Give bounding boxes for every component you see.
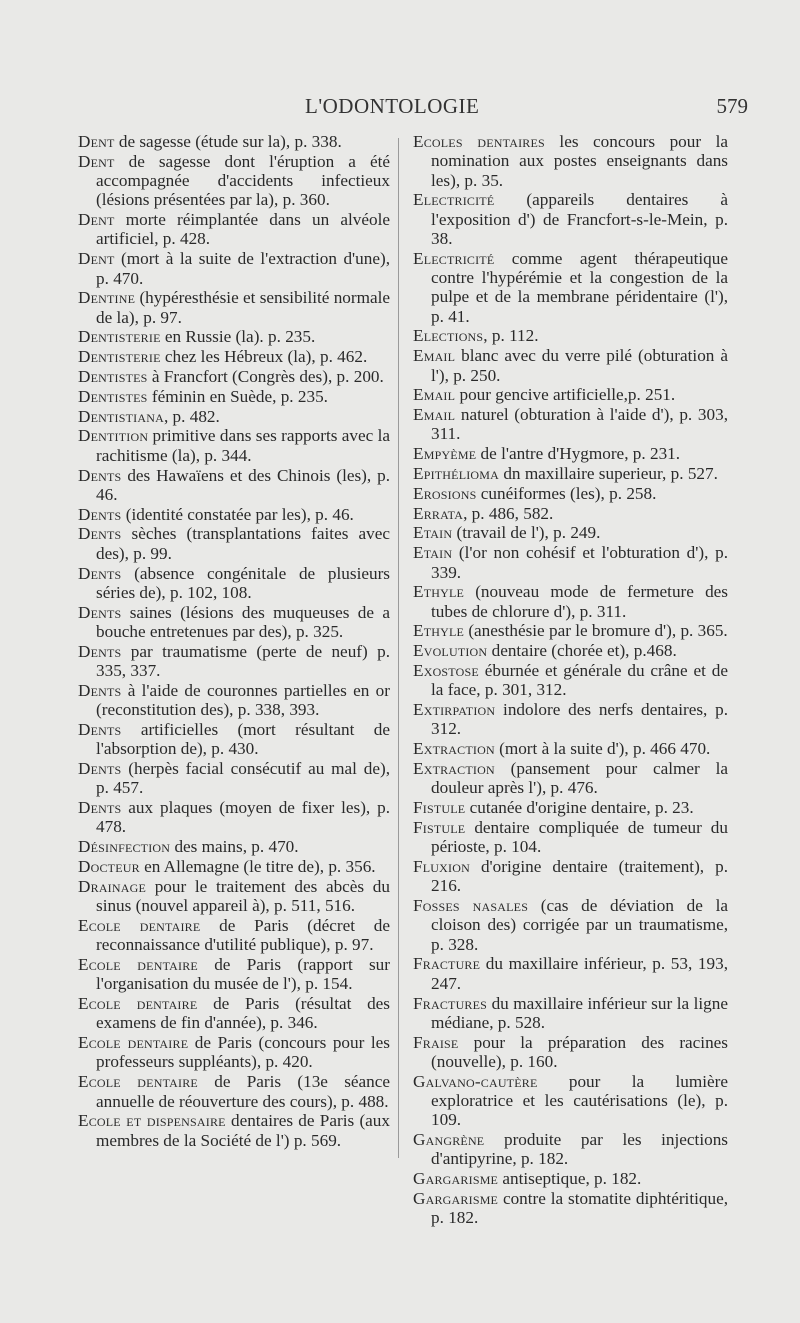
index-entry-text: chez les Hébreux (la), p. 462. bbox=[160, 347, 368, 367]
index-entry bbox=[78, 407, 390, 426]
index-entry-text: indolore des nerfs dentaires, p. 312. bbox=[431, 700, 728, 739]
index-entry-heading: Dents bbox=[78, 504, 122, 524]
index-entry-heading: Dent bbox=[78, 132, 115, 151]
index-entry-text: (anesthésie par le bromure d'), p. 365. bbox=[464, 621, 728, 641]
index-entry-heading: Dents bbox=[78, 602, 122, 622]
index-entry bbox=[413, 405, 728, 444]
index-entry-text: primitive dans ses rapports avec la rachitisme (la), p. 344. bbox=[96, 426, 390, 465]
index-entry bbox=[413, 444, 728, 463]
index-entry bbox=[413, 954, 728, 993]
index-entry bbox=[78, 916, 390, 955]
index-entry-heading: Fosses nasales bbox=[413, 896, 529, 916]
index-entry-heading: Ecole dentaire bbox=[78, 1072, 198, 1092]
index-entry bbox=[413, 818, 728, 857]
index-entry-text: de Paris (décret de reconnaissance d'utilité publique), p. 97. bbox=[96, 915, 390, 955]
index-entry bbox=[78, 994, 390, 1033]
index-entry bbox=[78, 327, 390, 346]
index-entry-text: , p. 112. bbox=[483, 326, 539, 346]
index-entry-heading: Electricité bbox=[413, 190, 495, 210]
index-entry-heading: Dentisterie bbox=[78, 327, 161, 347]
index-entry-heading: Email bbox=[413, 346, 456, 366]
index-entry-text: (l'or non cohésif et l'obturation d'), p. 339. bbox=[431, 543, 728, 582]
index-entry-text: du maxillaire inférieur, p. 53, 193, 247. bbox=[431, 954, 728, 993]
index-entry-heading: Evolution bbox=[413, 641, 488, 661]
index-entry-text: (mort à la suite de l'extraction d'une), p. 470. bbox=[96, 249, 390, 288]
index-entry bbox=[78, 347, 390, 366]
index-entry bbox=[413, 621, 728, 640]
index-entry-text: , p. 486, 582. bbox=[463, 503, 554, 523]
index-entry bbox=[413, 1033, 728, 1072]
index-entry-heading: Dentisterie bbox=[78, 347, 161, 367]
index-entry-heading: Dent bbox=[78, 151, 115, 171]
index-entry bbox=[78, 466, 390, 505]
index-entry bbox=[413, 326, 728, 345]
index-entry bbox=[413, 739, 728, 758]
index-entry-text: en Allemagne (le titre de), p. 356. bbox=[139, 856, 376, 876]
index-entry-heading: Fistule bbox=[413, 798, 466, 818]
index-entry-text: dn maxillaire superieur, p. 527. bbox=[499, 464, 718, 484]
index-entry bbox=[413, 857, 728, 896]
index-entry-text: (mort à la suite d'), p. 466 470. bbox=[494, 739, 711, 759]
index-entry bbox=[413, 641, 728, 660]
index-entry bbox=[78, 1033, 390, 1072]
index-entry-text: cutanée d'origine dentaire, p. 23. bbox=[465, 798, 694, 818]
index-entry bbox=[78, 505, 390, 524]
index-entry-text: pour la lumière exploratrice et les cautérisations (le), p. 109. bbox=[431, 1071, 728, 1130]
index-entry-heading: Gargarisme bbox=[413, 1189, 499, 1209]
index-entry bbox=[78, 603, 390, 642]
index-entry-text: de Paris (concours pour les professeurs suppléants), p. 420. bbox=[96, 1033, 390, 1072]
index-entry-text: d'origine dentaire (traitement), p. 216. bbox=[431, 856, 728, 896]
index-entry bbox=[78, 759, 390, 798]
index-entry-text: , p. 482. bbox=[163, 406, 220, 426]
index-entry bbox=[413, 798, 728, 817]
index-entry-text: par traumatisme (perte de neuf) p. 335, 337. bbox=[96, 641, 390, 681]
index-entry-heading: Exostose bbox=[413, 661, 479, 681]
index-entry-text: (travail de l'), p. 249. bbox=[452, 523, 601, 543]
index-entry-heading: Docteur bbox=[78, 856, 140, 876]
index-entry-text: produite par les injections d'antipyrine, p. 182. bbox=[431, 1130, 728, 1169]
index-entry-text: des mains, p. 470. bbox=[170, 837, 299, 857]
index-entry bbox=[78, 798, 390, 837]
index-entry-text: pour gencive artificielle,p. 251. bbox=[455, 385, 676, 405]
index-entry-heading: Fistule bbox=[413, 817, 466, 837]
index-entry-text: (hypéresthésie et sensibilité normale de la), p. 97. bbox=[96, 288, 391, 327]
index-entry-text: (cas de déviation de la cloison des) corrigée par un traumatisme, p. 328. bbox=[431, 896, 728, 954]
index-entry-text: les concours pour la nomination aux postes enseignants dans les), p. 35. bbox=[431, 132, 729, 190]
index-entry-heading: Ethyle bbox=[413, 582, 465, 602]
index-entry-text: (identité constatée par les), p. 46. bbox=[121, 504, 354, 524]
index-entry-text: (appareils dentaires à l'exposition d') de Francfort-s-le-Mein, p. 38. bbox=[431, 190, 728, 248]
index-entry bbox=[413, 896, 728, 954]
index-column-left bbox=[78, 132, 390, 1150]
index-entry bbox=[413, 1072, 728, 1130]
index-entry bbox=[78, 877, 390, 916]
index-entry-heading: Dent bbox=[78, 249, 115, 269]
index-entry-text: pour le traitement des abcès du sinus (nouvel appareil à), p. 511, 516. bbox=[96, 876, 390, 916]
index-entry bbox=[78, 955, 390, 994]
index-entry bbox=[78, 1111, 390, 1150]
index-entry-heading: Dentine bbox=[78, 288, 136, 308]
index-entry-heading: Fraise bbox=[413, 1032, 459, 1052]
index-entry-text: contre la stomatite diphtéritique, p. 182. bbox=[431, 1189, 728, 1228]
index-entry-text: de l'antre d'Hygmore, p. 231. bbox=[476, 444, 681, 464]
index-entry-heading: Dentistes bbox=[78, 386, 148, 406]
index-entry-heading: Email bbox=[413, 385, 456, 405]
index-entry-text: dentaires de Paris (aux membres de la Société de l') p. 569. bbox=[96, 1111, 390, 1150]
index-entry-text: de Paris (13e séance annuelle de réouverture des cours), p. 488. bbox=[96, 1072, 390, 1111]
index-entry bbox=[413, 484, 728, 503]
index-entry bbox=[413, 582, 728, 621]
index-entry bbox=[413, 190, 728, 248]
index-entry bbox=[413, 1130, 728, 1169]
index-entry-text: éburnée et générale du crâne et de la face, p. 301, 312. bbox=[431, 661, 728, 700]
index-entry-heading: Epithélioma bbox=[413, 464, 500, 484]
index-entry bbox=[78, 720, 390, 759]
index-entry-heading: Dents bbox=[78, 465, 122, 485]
index-entry bbox=[413, 464, 728, 483]
index-entry-text: saines (lésions des muqueuses de a bouche entretenues par des), p. 325. bbox=[96, 602, 390, 641]
index-entry-heading: Dents bbox=[78, 719, 122, 739]
index-entry-text: comme agent thérapeutique contre l'hypérémie et la congestion de la pulpe et de la membrane péridentaire (l'), p. 41. bbox=[431, 248, 728, 326]
index-entry bbox=[413, 1169, 728, 1188]
index-entry bbox=[413, 543, 728, 582]
index-entry-heading: Email bbox=[413, 405, 456, 425]
index-entry-heading: Désinfection bbox=[78, 837, 171, 857]
index-entry-heading: Etain bbox=[413, 523, 453, 543]
index-entry-heading: Dents bbox=[78, 680, 122, 700]
index-entry bbox=[413, 523, 728, 542]
index-entry-heading: Erosions bbox=[413, 483, 477, 503]
index-entry bbox=[413, 661, 728, 700]
index-entry-heading: Galvano-cautère bbox=[413, 1071, 538, 1091]
index-entry bbox=[78, 132, 390, 151]
index-entry-heading: Etain bbox=[413, 543, 453, 563]
column-divider bbox=[398, 138, 399, 1158]
index-entry-heading: Dentition bbox=[78, 426, 149, 446]
index-entry bbox=[78, 288, 390, 327]
index-entry bbox=[413, 249, 728, 326]
index-entry bbox=[413, 385, 728, 404]
index-entry-text: de sagesse dont l'éruption a été accompagnée d'accidents infectieux (lésions présentées par la), p. 360. bbox=[96, 151, 390, 210]
index-entry bbox=[413, 994, 728, 1033]
index-entry-heading: Dents bbox=[78, 641, 122, 661]
index-entry bbox=[413, 700, 728, 739]
index-entry-text: naturel (obturation à l'aide d'), p. 303, 311. bbox=[431, 405, 728, 444]
index-entry-heading: Fractures bbox=[413, 993, 488, 1013]
index-entry-text: morte réimplantée dans un alvéole artificiel, p. 428. bbox=[96, 210, 390, 249]
index-entry-text: du maxillaire inférieur sur la ligne médiane, p. 528. bbox=[431, 993, 728, 1032]
index-entry-text: féminin en Suède, p. 235. bbox=[147, 386, 328, 406]
index-entry bbox=[78, 367, 390, 386]
index-entry-text: (absence congénitale de plusieurs séries de), p. 102, 108. bbox=[96, 563, 390, 602]
index-entry-text: sèches (transplantations faites avec des), p. 99. bbox=[96, 524, 390, 563]
index-entry bbox=[413, 504, 728, 523]
index-entry-text: pour la préparation des racines (nouvelle), p. 160. bbox=[431, 1032, 728, 1071]
index-entry bbox=[413, 1189, 728, 1228]
index-entry-text: de sagesse (étude sur la), p. 338. bbox=[114, 132, 342, 151]
index-entry-text: blanc avec du verre pilé (obturation à l'), p. 250. bbox=[431, 346, 728, 385]
index-entry-heading: Ecoles dentaires bbox=[413, 132, 545, 151]
index-entry-text: à Francfort (Congrès des), p. 200. bbox=[147, 367, 384, 387]
index-entry-heading: Dentistiana bbox=[78, 406, 164, 426]
index-entry-heading: Dents bbox=[78, 759, 122, 778]
index-entry-heading: Dents bbox=[78, 563, 122, 583]
page-number: 579 bbox=[716, 94, 748, 118]
index-entry bbox=[78, 387, 390, 406]
index-entry bbox=[78, 564, 390, 603]
index-entry-heading: Dents bbox=[78, 798, 122, 818]
index-entry-heading: Gargarisme bbox=[413, 1169, 499, 1189]
index-entry-heading: Extirpation bbox=[413, 700, 496, 720]
index-entry-heading: Extraction bbox=[413, 759, 495, 778]
index-entry-heading: Ethyle bbox=[413, 621, 465, 641]
index-entry bbox=[413, 759, 728, 798]
index-entry-heading: Empyème bbox=[413, 444, 477, 464]
index-entry-heading: Electricité bbox=[413, 248, 495, 268]
index-entry-heading: Ecole dentaire bbox=[78, 915, 201, 935]
index-entry bbox=[78, 210, 390, 249]
index-entry-heading: Fluxion bbox=[413, 856, 470, 876]
index-entry-text: de Paris (rapport sur l'organisation du musée de l'), p. 154. bbox=[96, 954, 390, 994]
index-entry-text: (pansement pour calmer la douleur après l'), p. 476. bbox=[431, 759, 728, 798]
index-entry bbox=[78, 249, 390, 288]
index-entry bbox=[78, 857, 390, 876]
index-entry-text: (nouveau mode de fermeture des tubes de chlorure d'), p. 311. bbox=[431, 582, 728, 621]
index-entry-heading: Fracture bbox=[413, 954, 481, 974]
index-entry-heading: Errata bbox=[413, 503, 464, 523]
index-entry bbox=[78, 426, 390, 465]
index-entry-text: à l'aide de couronnes partielles en or (reconstitution des), p. 338, 393. bbox=[96, 680, 390, 720]
index-entry bbox=[78, 681, 390, 720]
index-entry-text: des Hawaïens et des Chinois (les), p. 46. bbox=[96, 465, 390, 504]
index-entry-text: de Paris (résultat des examens de fin d'année), p. 346. bbox=[96, 994, 390, 1033]
index-entry-text: aux plaques (moyen de fixer les), p. 478. bbox=[96, 798, 390, 837]
index-entry-heading: Ecole et dispensaire bbox=[78, 1111, 226, 1131]
index-entry-text: cunéiformes (les), p. 258. bbox=[476, 483, 657, 503]
index-entry-heading: Elections bbox=[413, 326, 484, 346]
page-header bbox=[0, 94, 800, 124]
index-entry-heading: Gangrène bbox=[413, 1130, 485, 1150]
index-entry-heading: Dents bbox=[78, 524, 122, 544]
index-entry-text: artificielles (mort résultant de l'absorption de), p. 430. bbox=[96, 719, 390, 759]
index-entry-heading: Ecole dentaire bbox=[78, 1033, 189, 1053]
index-entry bbox=[78, 1072, 390, 1111]
index-entry-text: dentaire (chorée et), p.468. bbox=[487, 641, 677, 661]
index-entry-heading: Ecole dentaire bbox=[78, 954, 198, 974]
journal-title: L'ODONTOLOGIE bbox=[305, 94, 480, 118]
index-entry-text: en Russie (la). p. 235. bbox=[160, 327, 316, 347]
index-entry-text: dentaire compliquée de tumeur du périoste, p. 104. bbox=[431, 817, 728, 857]
index-entry-text: (herpès facial consécutif au mal de), p. 457. bbox=[96, 759, 390, 798]
index-entry-heading: Extraction bbox=[413, 739, 495, 759]
index-entry bbox=[413, 132, 728, 190]
index-entry bbox=[78, 642, 390, 681]
index-entry bbox=[78, 152, 390, 210]
index-entry-heading: Ecole dentaire bbox=[78, 994, 198, 1014]
index-entry-heading: Dent bbox=[78, 210, 115, 230]
index-entry bbox=[413, 346, 728, 385]
index-entry-text: antiseptique, p. 182. bbox=[498, 1169, 642, 1189]
index-entry bbox=[78, 524, 390, 563]
index-column-right bbox=[413, 132, 728, 1228]
index-entry-heading: Dentistes bbox=[78, 367, 148, 387]
index-entry-heading: Drainage bbox=[78, 876, 147, 896]
index-entry bbox=[78, 837, 390, 856]
